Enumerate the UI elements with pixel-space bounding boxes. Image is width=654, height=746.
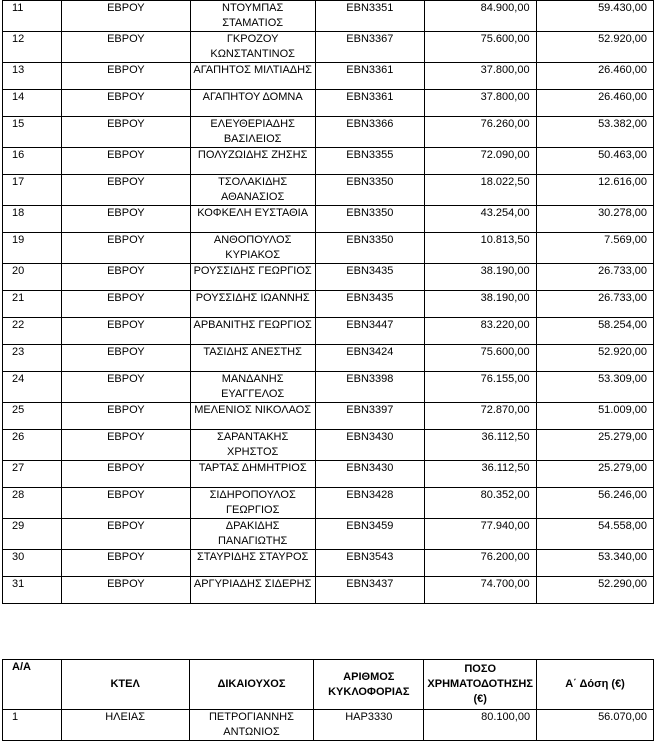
cell-owner: ΠΟΛΥΖΩΙΔΗΣ ΖΗΣΗΣ: [190, 148, 315, 175]
cell-aa: 14: [3, 90, 62, 117]
cell-plate: ΕΒΝ3366: [315, 117, 424, 148]
cell-first-installment: 53.309,00: [536, 372, 653, 403]
cell-first-installment: 26.733,00: [536, 264, 653, 291]
funding-table-body: [3, 710, 654, 741]
cell-aa: 17: [3, 175, 62, 206]
cell-first-installment: 53.340,00: [536, 550, 653, 577]
table-row: [3, 710, 654, 741]
cell-plate: ΕΒΝ3398: [315, 372, 424, 403]
cell-owner: ΣΙΔΗΡΟΠΟΥΛΟΣ ΓΕΩΡΓΙΟΣ: [190, 488, 315, 519]
cell-amount: 80.352,00: [425, 488, 537, 519]
table-row: [3, 32, 654, 63]
cell-plate: ΕΒΝ3350: [315, 206, 424, 233]
table-row: [3, 206, 654, 233]
header-plate: ΑΡΙΘΜΟΣ ΚΥΚΛΟΦΟΡΙΑΣ: [314, 660, 424, 710]
cell-ktel: ΕΒΡΟΥ: [62, 318, 191, 345]
cell-first-installment: 52.290,00: [536, 577, 653, 604]
cell-aa: 24: [3, 372, 62, 403]
cell-first-installment: 56.070,00: [537, 710, 654, 741]
cell-first-installment: 7.569,00: [536, 233, 653, 264]
cell-amount: 37.800,00: [425, 90, 537, 117]
cell-aa: 30: [3, 550, 62, 577]
cell-plate: ΕΒΝ3424: [315, 345, 424, 372]
funding-table-evrou: [2, 0, 654, 604]
cell-owner: ΣΤΑΥΡΙΔΗΣ ΣΤΑΥΡΟΣ: [190, 550, 315, 577]
cell-amount: 72.870,00: [425, 403, 537, 430]
cell-plate: ΕΒΝ3543: [315, 550, 424, 577]
cell-plate: ΕΒΝ3459: [315, 519, 424, 550]
cell-owner: ΤΣΟΛΑΚΙΔΗΣ ΑΘΑΝΑΣΙΟΣ: [190, 175, 315, 206]
cell-amount: 76.260,00: [425, 117, 537, 148]
cell-amount: 84.900,00: [425, 1, 537, 32]
cell-plate: ΕΒΝ3350: [315, 175, 424, 206]
table-row: [3, 175, 654, 206]
table-row: [3, 90, 654, 117]
cell-aa: 29: [3, 519, 62, 550]
cell-plate: ΕΒΝ3350: [315, 233, 424, 264]
table-row: [3, 403, 654, 430]
cell-owner: ΠΕΤΡΟΓΙΑΝΝΗΣ ΑΝΤΩΝΙΟΣ: [189, 710, 314, 741]
cell-ktel: ΗΛΕΙΑΣ: [61, 710, 189, 741]
cell-ktel: ΕΒΡΟΥ: [62, 175, 191, 206]
cell-aa: 26: [3, 430, 62, 461]
cell-ktel: ΕΒΡΟΥ: [62, 32, 191, 63]
cell-amount: 75.600,00: [425, 32, 537, 63]
cell-first-installment: 52.920,00: [536, 32, 653, 63]
cell-ktel: ΕΒΡΟΥ: [62, 264, 191, 291]
cell-first-installment: 26.460,00: [536, 90, 653, 117]
cell-aa: 13: [3, 63, 62, 90]
cell-owner: ΑΡΒΑΝΙΤΗΣ ΓΕΩΡΓΙΟΣ: [190, 318, 315, 345]
cell-plate: ΕΒΝ3437: [315, 577, 424, 604]
cell-first-installment: 26.733,00: [536, 291, 653, 318]
header-amount: ΠΟΣΟ ΧΡΗΜΑΤΟΔΟΤΗΣΗΣ (€): [424, 660, 537, 710]
cell-aa: 12: [3, 32, 62, 63]
cell-first-installment: 56.246,00: [536, 488, 653, 519]
cell-amount: 80.100,00: [424, 710, 537, 741]
cell-plate: ΕΒΝ3435: [315, 291, 424, 318]
cell-owner: ΑΓΑΠΗΤΟΥ ΔΟΜΝΑ: [190, 90, 315, 117]
cell-ktel: ΕΒΡΟΥ: [62, 63, 191, 90]
cell-first-installment: 25.279,00: [536, 430, 653, 461]
cell-first-installment: 52.920,00: [536, 345, 653, 372]
cell-amount: 74.700,00: [425, 577, 537, 604]
cell-amount: 10.813,50: [425, 233, 537, 264]
cell-first-installment: 54.558,00: [536, 519, 653, 550]
cell-aa: 31: [3, 577, 62, 604]
funding-table-body: [3, 1, 654, 604]
header-owner: ΔΙΚΑΙΟΥΧΟΣ: [189, 660, 314, 710]
cell-first-installment: 59.430,00: [536, 1, 653, 32]
table-row: [3, 345, 654, 372]
cell-plate: ΗΑΡ3330: [314, 710, 424, 741]
cell-owner: ΜΕΛΕΝΙΟΣ ΝΙΚΟΛΑΟΣ: [190, 403, 315, 430]
cell-first-installment: 25.279,00: [536, 461, 653, 488]
cell-first-installment: 50.463,00: [536, 148, 653, 175]
cell-plate: ΕΒΝ3430: [315, 430, 424, 461]
cell-aa: 1: [3, 710, 62, 741]
cell-ktel: ΕΒΡΟΥ: [62, 403, 191, 430]
cell-first-installment: 51.009,00: [536, 403, 653, 430]
cell-owner: ΚΟΦΚΕΛΗ ΕΥΣΤΑΘΙΑ: [190, 206, 315, 233]
cell-ktel: ΕΒΡΟΥ: [62, 488, 191, 519]
cell-plate: ΕΒΝ3430: [315, 461, 424, 488]
cell-amount: 43.254,00: [425, 206, 537, 233]
cell-aa: 19: [3, 233, 62, 264]
table-row: [3, 372, 654, 403]
cell-amount: 72.090,00: [425, 148, 537, 175]
table-header-row: [3, 660, 654, 710]
header-ktel: ΚΤΕΛ: [61, 660, 189, 710]
cell-aa: 11: [3, 1, 62, 32]
cell-amount: 38.190,00: [425, 264, 537, 291]
table-row: [3, 1, 654, 32]
cell-first-installment: 53.382,00: [536, 117, 653, 148]
cell-plate: ΕΒΝ3397: [315, 403, 424, 430]
table-row: [3, 488, 654, 519]
cell-ktel: ΕΒΡΟΥ: [62, 372, 191, 403]
cell-ktel: ΕΒΡΟΥ: [62, 461, 191, 488]
table-row: [3, 430, 654, 461]
cell-amount: 37.800,00: [425, 63, 537, 90]
cell-amount: 36.112,50: [425, 430, 537, 461]
cell-ktel: ΕΒΡΟΥ: [62, 117, 191, 148]
cell-amount: 75.600,00: [425, 345, 537, 372]
cell-amount: 83.220,00: [425, 318, 537, 345]
cell-plate: ΕΒΝ3361: [315, 90, 424, 117]
cell-owner: ΤΑΡΤΑΣ ΔΗΜΗΤΡΙΟΣ: [190, 461, 315, 488]
header-aa: Α/Α: [3, 660, 62, 710]
cell-owner: ΜΑΝΔΑΝΗΣ ΕΥΑΓΓΕΛΟΣ: [190, 372, 315, 403]
cell-amount: 18.022,50: [425, 175, 537, 206]
cell-ktel: ΕΒΡΟΥ: [62, 90, 191, 117]
table-row: [3, 148, 654, 175]
cell-aa: 21: [3, 291, 62, 318]
header-first-installment: Α΄ Δόση (€): [537, 660, 654, 710]
cell-first-installment: 12.616,00: [536, 175, 653, 206]
funding-table-ileias: [2, 659, 654, 741]
cell-first-installment: 58.254,00: [536, 318, 653, 345]
cell-ktel: ΕΒΡΟΥ: [62, 291, 191, 318]
cell-amount: 38.190,00: [425, 291, 537, 318]
table-row: [3, 63, 654, 90]
cell-owner: ΔΡΑΚΙΔΗΣ ΠΑΝΑΓΙΩΤΗΣ: [190, 519, 315, 550]
cell-first-installment: 26.460,00: [536, 63, 653, 90]
cell-plate: ΕΒΝ3367: [315, 32, 424, 63]
cell-ktel: ΕΒΡΟΥ: [62, 577, 191, 604]
cell-owner: ΑΡΓΥΡΙΑΔΗΣ ΣΙΔΕΡΗΣ: [190, 577, 315, 604]
cell-owner: ΕΛΕΥΘΕΡΙΑΔΗΣ ΒΑΣΙΛΕΙΟΣ: [190, 117, 315, 148]
cell-ktel: ΕΒΡΟΥ: [62, 430, 191, 461]
cell-ktel: ΕΒΡΟΥ: [62, 206, 191, 233]
cell-owner: ΝΤΟΥΜΠΑΣ ΣΤΑΜΑΤΙΟΣ: [190, 1, 315, 32]
cell-aa: 18: [3, 206, 62, 233]
cell-plate: ΕΒΝ3435: [315, 264, 424, 291]
cell-amount: 76.200,00: [425, 550, 537, 577]
cell-ktel: ΕΒΡΟΥ: [62, 345, 191, 372]
cell-owner: ΑΝΘΟΠΟΥΛΟΣ ΚΥΡΙΑΚΟΣ: [190, 233, 315, 264]
table-row: [3, 519, 654, 550]
table-row: [3, 550, 654, 577]
cell-amount: 76.155,00: [425, 372, 537, 403]
cell-amount: 36.112,50: [425, 461, 537, 488]
cell-amount: 77.940,00: [425, 519, 537, 550]
cell-aa: 28: [3, 488, 62, 519]
cell-ktel: ΕΒΡΟΥ: [62, 233, 191, 264]
cell-aa: 15: [3, 117, 62, 148]
cell-ktel: ΕΒΡΟΥ: [62, 1, 191, 32]
table-row: [3, 117, 654, 148]
cell-owner: ΤΑΣΙΔΗΣ ΑΝΕΣΤΗΣ: [190, 345, 315, 372]
cell-aa: 27: [3, 461, 62, 488]
cell-owner: ΑΓΑΠΗΤΟΣ ΜΙΛΤΙΑΔΗΣ: [190, 63, 315, 90]
cell-owner: ΡΟΥΣΣΙΔΗΣ ΓΕΩΡΓΙΟΣ: [190, 264, 315, 291]
cell-aa: 20: [3, 264, 62, 291]
cell-plate: ΕΒΝ3447: [315, 318, 424, 345]
table-row: [3, 318, 654, 345]
cell-owner: ΡΟΥΣΣΙΔΗΣ ΙΩΑΝΝΗΣ: [190, 291, 315, 318]
cell-ktel: ΕΒΡΟΥ: [62, 519, 191, 550]
table-row: [3, 461, 654, 488]
cell-plate: ΕΒΝ3428: [315, 488, 424, 519]
cell-plate: ΕΒΝ3351: [315, 1, 424, 32]
cell-first-installment: 30.278,00: [536, 206, 653, 233]
cell-owner: ΓΚΡΟΖΟΥ ΚΩΝΣΤΑΝΤΙΝΟΣ: [190, 32, 315, 63]
cell-aa: 23: [3, 345, 62, 372]
table-row: [3, 291, 654, 318]
cell-aa: 25: [3, 403, 62, 430]
table-row: [3, 577, 654, 604]
cell-ktel: ΕΒΡΟΥ: [62, 148, 191, 175]
cell-owner: ΣΑΡΑΝΤΑΚΗΣ ΧΡΗΣΤΟΣ: [190, 430, 315, 461]
cell-aa: 16: [3, 148, 62, 175]
table-row: [3, 233, 654, 264]
table-row: [3, 264, 654, 291]
cell-plate: ΕΒΝ3361: [315, 63, 424, 90]
cell-aa: 22: [3, 318, 62, 345]
cell-plate: ΕΒΝ3355: [315, 148, 424, 175]
cell-ktel: ΕΒΡΟΥ: [62, 550, 191, 577]
